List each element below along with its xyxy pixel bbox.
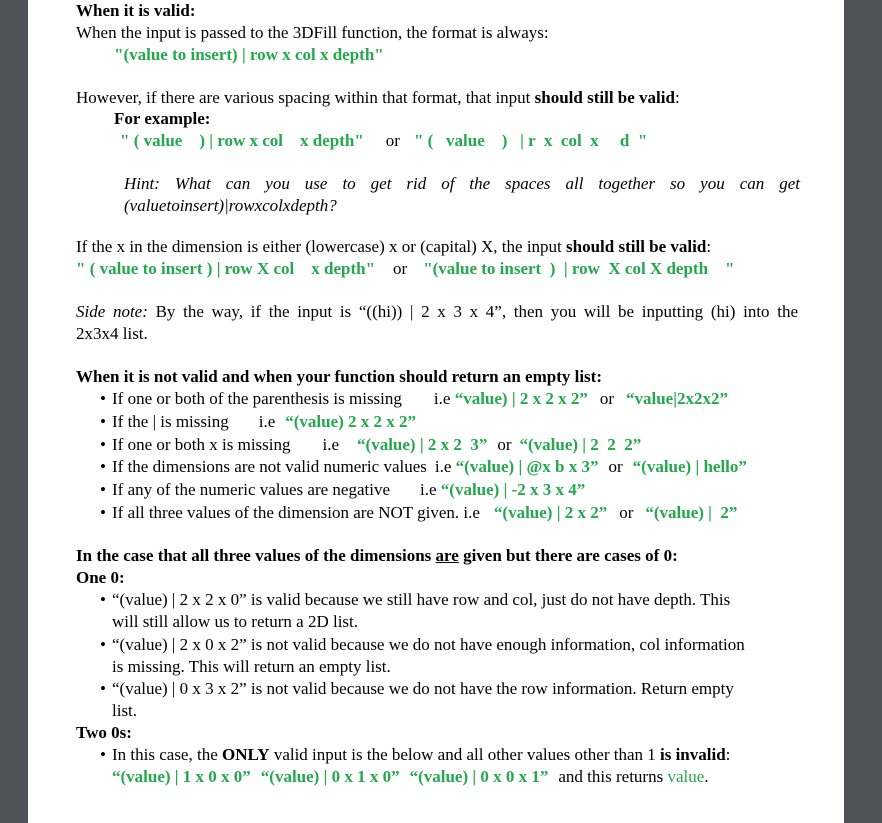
bullet-icon: •: [100, 503, 106, 522]
list-item-continued: will still allow us to return a 2D list.: [112, 612, 359, 631]
list-item: • “(value) | 2 x 0 x 2” is not valid because we do not have enough information, col information: [100, 635, 745, 654]
bullet-icon: •: [100, 590, 106, 609]
list-item: • If all three values of the dimension are NOT given. i.e “(value) | 2 x 2” or “(value) | 2”: [100, 503, 738, 522]
list-item: • “(value) | 2 x 2 x 0” is valid because we still have row and col, just do not have depth. This: [100, 590, 731, 609]
format-string: "(value to insert) | row x col x depth": [114, 45, 384, 64]
list-item: • “(value) | 0 x 3 x 2” is not valid because we do not have the row information. Return empty: [100, 679, 734, 698]
list-item-continued: list.: [112, 701, 138, 720]
list-item-continued: is missing. This will return an empty list.: [112, 657, 391, 676]
example-label: For example:: [114, 109, 211, 128]
document-page: [28, 0, 844, 823]
spacing-paragraph: However, if there are various spacing within that format, that input should still be valid:: [76, 88, 680, 107]
list-item: • If any of the numeric values are negative i.e “(value) | -2 x 3 x 4”: [100, 480, 586, 499]
one-zero-label: One 0:: [76, 568, 125, 587]
bullet-icon: •: [100, 435, 106, 454]
x-examples: " ( value to insert ) | row X col x depth" or "(value to insert ) | row X col X depth ": [76, 259, 735, 278]
two-zeros-examples: “(value) | 1 x 0 x 0” “(value) | 0 x 1 x 0” “(value) | 0 x 0 x 1” and this returns value.: [112, 767, 709, 786]
spacing-examples: " ( value ) | row x col x depth" or " ( value ) | r x col x d ": [120, 131, 648, 150]
list-item: • In this case, the ONLY valid input is the below and all other values other than 1 is invalid:: [100, 745, 731, 764]
bullet-icon: •: [100, 679, 106, 698]
bullet-icon: •: [100, 635, 106, 654]
hint-line1: Hint: What can you use to get rid of the spaces all together so you can get: [124, 174, 800, 193]
list-item: • If one or both x is missing i.e “(value) | 2 x 2 3” or “(value) | 2 2 2”: [100, 435, 642, 454]
zeros-heading: In the case that all three values of the dimensions are given but there are cases of 0:: [76, 546, 678, 565]
bullet-icon: •: [100, 412, 106, 431]
bullet-icon: •: [100, 745, 106, 764]
x-paragraph: If the x in the dimension is either (lowercase) x or (capital) X, the input should still be valid:: [76, 237, 712, 256]
valid-intro: When the input is passed to the 3DFill function, the format is always:: [76, 23, 549, 42]
side-note-line2: 2x3x4 list.: [76, 324, 148, 343]
invalid-heading: When it is not valid and when your function should return an empty list:: [76, 367, 602, 386]
side-note: Side note: By the way, if the input is “((hi)) | 2 x 3 x 4”, then you will be inputting (hi) into the: [76, 302, 798, 321]
hint-line2: (valuetoinsert)|rowxcolxdepth?: [124, 196, 337, 215]
list-item: • If one or both of the parenthesis is missing i.e “value) | 2 x 2 x 2” or “value|2x2x2”: [100, 389, 728, 408]
list-item: • If the dimensions are not valid numeric values i.e “(value) | @x b x 3” or “(value) | hello”: [100, 457, 747, 476]
bullet-icon: •: [100, 389, 106, 408]
list-item: • If the | is missing i.e “(value) 2 x 2 x 2”: [100, 412, 417, 431]
valid-heading: When it is valid:: [76, 1, 196, 20]
two-zeros-label: Two 0s:: [76, 723, 132, 742]
bullet-icon: •: [100, 480, 106, 499]
bullet-icon: •: [100, 457, 106, 476]
